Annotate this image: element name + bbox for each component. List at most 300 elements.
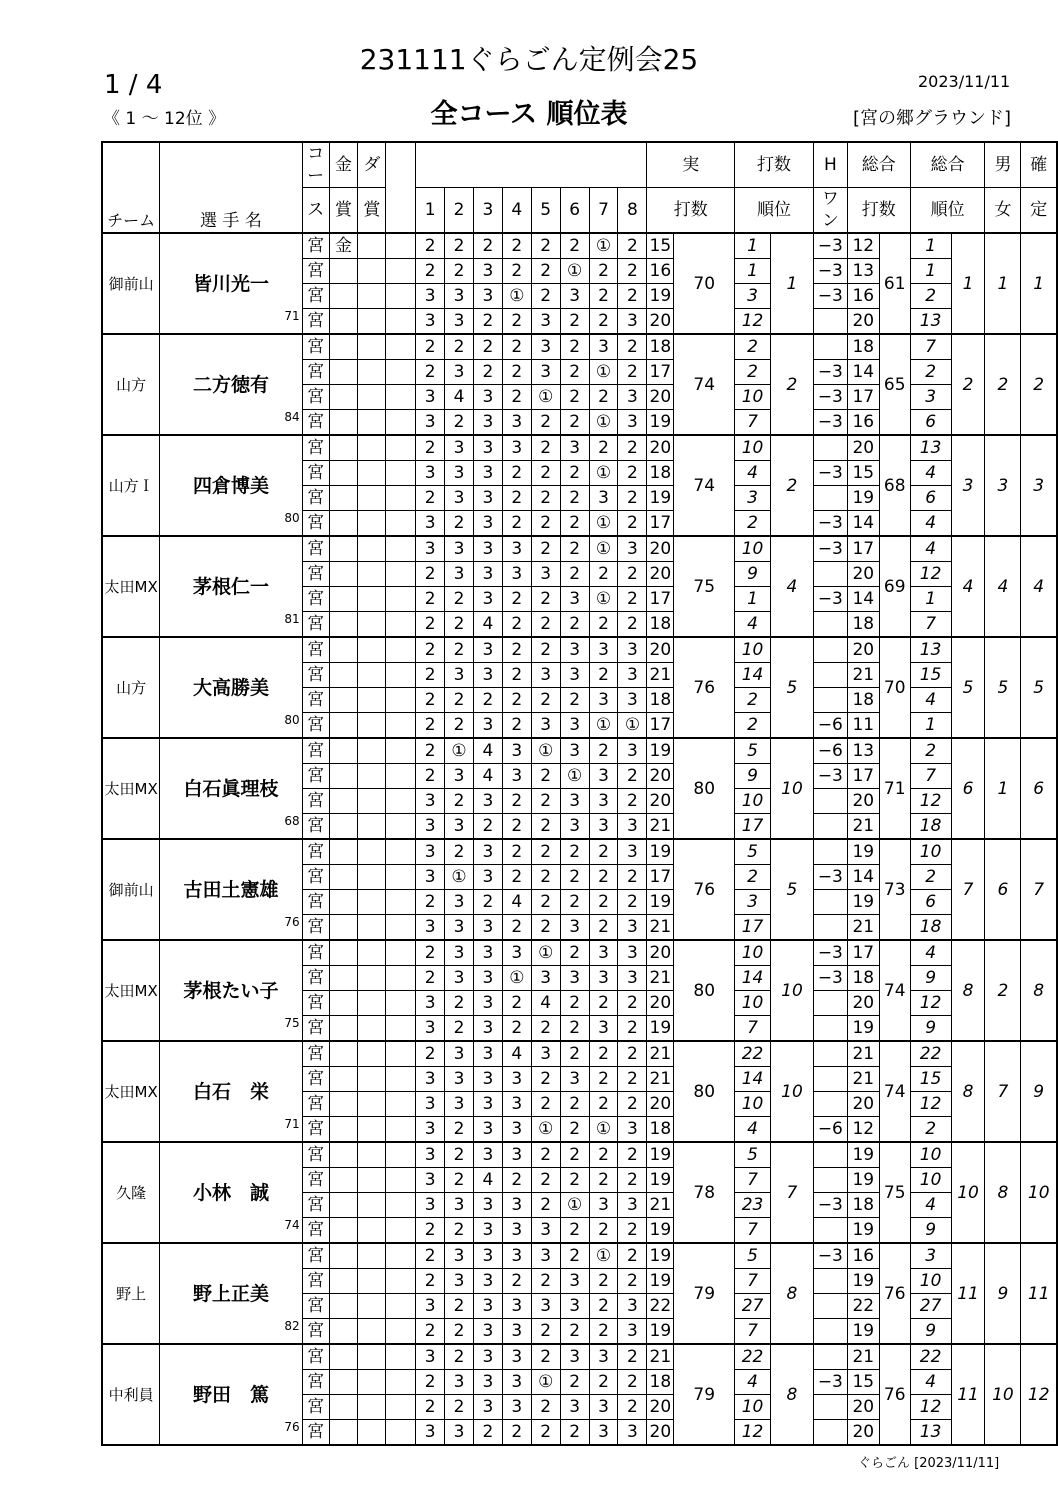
da-award-cell bbox=[358, 435, 386, 461]
round-total: 18 bbox=[847, 1193, 879, 1218]
hole-score: 3 bbox=[531, 1243, 560, 1269]
total-strokes: 68 bbox=[879, 435, 910, 536]
round-total: 18 bbox=[847, 688, 879, 713]
player-name: 野上正美 bbox=[192, 1282, 269, 1305]
round-rank: 9 bbox=[735, 764, 771, 789]
gold-award-cell bbox=[329, 991, 358, 1016]
round-strokes: 17 bbox=[647, 511, 674, 537]
gold-award-cell bbox=[329, 410, 358, 436]
hole-score: 3 bbox=[502, 410, 531, 436]
round-total-rank: 7 bbox=[910, 764, 951, 789]
gold-award-cell: 金 bbox=[329, 233, 358, 259]
da-award-cell bbox=[358, 1344, 386, 1370]
hole-score: 3 bbox=[560, 284, 589, 309]
round-total-rank: 1 bbox=[910, 587, 951, 612]
hole-score: 3 bbox=[445, 1041, 474, 1067]
round-total: 16 bbox=[847, 410, 879, 436]
page-subtitle: 全コース 順位表 bbox=[430, 99, 628, 130]
gold-award-cell bbox=[329, 385, 358, 410]
round-rank: 14 bbox=[735, 1067, 771, 1092]
stroke-rank: 8 bbox=[771, 1344, 814, 1445]
hole-score: 3 bbox=[416, 1117, 445, 1143]
team-name: 御前山 bbox=[102, 839, 160, 940]
hole-score: 2 bbox=[416, 435, 445, 461]
team-name: 久隆 bbox=[102, 1142, 160, 1243]
round-strokes: 19 bbox=[647, 1218, 674, 1244]
stroke-rank: 2 bbox=[771, 334, 814, 435]
hole-score: 2 bbox=[445, 637, 474, 663]
hole-score: 2 bbox=[589, 1067, 618, 1092]
col-course-top: コー bbox=[302, 142, 329, 188]
da-award-cell bbox=[358, 814, 386, 840]
round-rank: 10 bbox=[735, 1395, 771, 1420]
round-strokes: 16 bbox=[647, 259, 674, 284]
hole-score: 2 bbox=[560, 461, 589, 486]
round-rank: 5 bbox=[735, 1243, 771, 1269]
round-total-rank: 6 bbox=[910, 890, 951, 915]
team-name: 中利員 bbox=[102, 1344, 160, 1445]
course-cell: 宮 bbox=[302, 385, 329, 410]
hole-score: 2 bbox=[531, 789, 560, 814]
round-total: 15 bbox=[847, 461, 879, 486]
total-strokes: 73 bbox=[879, 839, 910, 940]
da-award-cell bbox=[358, 385, 386, 410]
team-name: 山方 bbox=[102, 334, 160, 435]
hole-score: 3 bbox=[560, 1344, 589, 1370]
total-rank: 11 bbox=[951, 1243, 985, 1344]
hole-score: 2 bbox=[502, 663, 531, 688]
gold-award-cell bbox=[329, 587, 358, 612]
hole-score: 2 bbox=[560, 1370, 589, 1395]
final-rank: 8 bbox=[1021, 940, 1057, 1041]
hole-score: 2 bbox=[416, 890, 445, 915]
hole-score: 3 bbox=[502, 1117, 531, 1143]
course-cell: 宮 bbox=[302, 738, 329, 764]
hole-score: 2 bbox=[416, 1319, 445, 1345]
round-total: 20 bbox=[847, 1092, 879, 1117]
round-total-rank: 13 bbox=[910, 637, 951, 663]
col-hole-5: 5 bbox=[531, 188, 560, 234]
hole-score: 2 bbox=[445, 587, 474, 612]
da-award-cell bbox=[358, 865, 386, 890]
hole-score: 2 bbox=[618, 360, 647, 385]
round-strokes: 20 bbox=[647, 536, 674, 562]
col-player-label: 選 手 名 bbox=[200, 211, 262, 231]
round-total-rank: 4 bbox=[910, 1193, 951, 1218]
team-name: 山方 bbox=[102, 637, 160, 738]
hole-score: 3 bbox=[531, 562, 560, 587]
da-award-cell bbox=[358, 1168, 386, 1193]
round-total: 18 bbox=[847, 334, 879, 360]
hole-score: 2 bbox=[502, 789, 531, 814]
round-total: 20 bbox=[847, 309, 879, 335]
round-total: 12 bbox=[847, 1117, 879, 1143]
hole-score: 3 bbox=[473, 486, 502, 511]
hole-score: 2 bbox=[560, 486, 589, 511]
da-award-cell bbox=[358, 1117, 386, 1143]
course-cell: 宮 bbox=[302, 1395, 329, 1420]
hole-score: 2 bbox=[445, 713, 474, 739]
round-strokes: 20 bbox=[647, 940, 674, 966]
hole-score: 2 bbox=[502, 334, 531, 360]
hole-score: 2 bbox=[445, 1319, 474, 1345]
player-cell bbox=[160, 435, 302, 536]
score-row bbox=[102, 637, 1057, 663]
hole-score: 2 bbox=[560, 940, 589, 966]
hole-score: 2 bbox=[416, 713, 445, 739]
course-cell: 宮 bbox=[302, 915, 329, 941]
hole-in-one bbox=[813, 435, 847, 461]
round-strokes: 19 bbox=[647, 1269, 674, 1294]
hole-score: 3 bbox=[502, 536, 531, 562]
round-strokes: 20 bbox=[647, 562, 674, 587]
round-total-rank: 6 bbox=[910, 486, 951, 511]
hole-score: 2 bbox=[589, 915, 618, 941]
da-award-cell bbox=[358, 713, 386, 739]
hole-score: 3 bbox=[560, 966, 589, 991]
spacer-cell bbox=[386, 612, 416, 638]
round-total-rank: 3 bbox=[910, 385, 951, 410]
final-rank: 6 bbox=[1021, 738, 1057, 839]
score-row bbox=[102, 1041, 1057, 1067]
spacer-cell bbox=[386, 587, 416, 612]
course-cell: 宮 bbox=[302, 360, 329, 385]
round-total: 14 bbox=[847, 360, 879, 385]
player-handicap: 71 bbox=[284, 309, 300, 323]
hole-score: 2 bbox=[531, 612, 560, 638]
holes-header-gap bbox=[416, 142, 647, 188]
gold-award-cell bbox=[329, 1243, 358, 1269]
spacer-cell bbox=[386, 1142, 416, 1168]
round-rank: 1 bbox=[735, 233, 771, 259]
hole-score: 2 bbox=[618, 233, 647, 259]
round-total-rank: 1 bbox=[910, 259, 951, 284]
round-total: 19 bbox=[847, 890, 879, 915]
gender-rank: 1 bbox=[985, 233, 1021, 334]
hole-score: 2 bbox=[531, 915, 560, 941]
spacer-cell bbox=[386, 259, 416, 284]
round-strokes: 18 bbox=[647, 1117, 674, 1143]
hole-score: 2 bbox=[445, 334, 474, 360]
da-award-cell bbox=[358, 1067, 386, 1092]
gold-award-cell bbox=[329, 966, 358, 991]
round-total: 21 bbox=[847, 1067, 879, 1092]
hole-score: 2 bbox=[531, 1344, 560, 1370]
gold-award-cell bbox=[329, 284, 358, 309]
final-rank: 5 bbox=[1021, 637, 1057, 738]
gold-award-cell bbox=[329, 789, 358, 814]
hole-score: ① bbox=[445, 865, 474, 890]
gold-award-cell bbox=[329, 360, 358, 385]
course-cell: 宮 bbox=[302, 259, 329, 284]
hole-score: 3 bbox=[618, 814, 647, 840]
hole-score: 2 bbox=[589, 1269, 618, 1294]
spacer-cell bbox=[386, 1269, 416, 1294]
hole-score: ① bbox=[589, 1243, 618, 1269]
hole-score: 3 bbox=[560, 1269, 589, 1294]
hole-score: 2 bbox=[589, 991, 618, 1016]
hole-score: ① bbox=[531, 1370, 560, 1395]
hole-score: 3 bbox=[445, 915, 474, 941]
round-rank: 10 bbox=[735, 637, 771, 663]
col-final-top: 確 bbox=[1021, 142, 1057, 188]
round-rank: 5 bbox=[735, 1142, 771, 1168]
spacer-cell bbox=[386, 461, 416, 486]
player-cell bbox=[160, 1344, 302, 1445]
gold-award-cell bbox=[329, 1344, 358, 1370]
total-strokes: 76 bbox=[879, 1344, 910, 1445]
gender-rank: 6 bbox=[985, 839, 1021, 940]
hole-score: 3 bbox=[473, 1243, 502, 1269]
hole-score: 2 bbox=[531, 1193, 560, 1218]
ranking-body bbox=[102, 233, 1057, 1445]
round-rank: 23 bbox=[735, 1193, 771, 1218]
hole-score: 3 bbox=[473, 435, 502, 461]
round-total: 20 bbox=[847, 637, 879, 663]
hole-score: 3 bbox=[473, 637, 502, 663]
hole-score: 2 bbox=[560, 385, 589, 410]
hole-in-one bbox=[813, 486, 847, 511]
da-award-cell bbox=[358, 890, 386, 915]
total-strokes: 69 bbox=[879, 536, 910, 637]
hole-score: 2 bbox=[416, 562, 445, 587]
hole-score: 2 bbox=[502, 612, 531, 638]
hole-score: 3 bbox=[445, 360, 474, 385]
final-rank: 10 bbox=[1021, 1142, 1057, 1243]
round-strokes: 20 bbox=[647, 637, 674, 663]
round-strokes: 19 bbox=[647, 738, 674, 764]
gender-rank: 1 bbox=[985, 738, 1021, 839]
player-name: 古田土憲雄 bbox=[183, 878, 279, 901]
hole-score: 3 bbox=[416, 309, 445, 335]
round-strokes: 18 bbox=[647, 612, 674, 638]
hole-score: 2 bbox=[560, 511, 589, 537]
hole-score: 2 bbox=[560, 562, 589, 587]
hole-score: 2 bbox=[473, 334, 502, 360]
stroke-rank: 5 bbox=[771, 839, 814, 940]
hole-score: 2 bbox=[560, 1092, 589, 1117]
stroke-rank: 4 bbox=[771, 536, 814, 637]
col-hio-bottom: ワン bbox=[813, 188, 847, 234]
round-total-rank: 12 bbox=[910, 789, 951, 814]
total-strokes: 70 bbox=[879, 637, 910, 738]
round-strokes: 21 bbox=[647, 1193, 674, 1218]
course-cell: 宮 bbox=[302, 1243, 329, 1269]
spacer-cell bbox=[386, 1319, 416, 1345]
round-total-rank: 10 bbox=[910, 1168, 951, 1193]
hole-score: 3 bbox=[618, 410, 647, 436]
hole-in-one bbox=[813, 334, 847, 360]
round-strokes: 21 bbox=[647, 966, 674, 991]
hole-score: 2 bbox=[416, 1269, 445, 1294]
player-handicap: 74 bbox=[284, 1218, 300, 1232]
actual-strokes: 70 bbox=[674, 233, 735, 334]
hole-score: 2 bbox=[445, 1016, 474, 1042]
da-award-cell bbox=[358, 637, 386, 663]
col-hio-top: H bbox=[813, 142, 847, 188]
round-strokes: 21 bbox=[647, 915, 674, 941]
hole-score: 4 bbox=[502, 1041, 531, 1067]
course-cell: 宮 bbox=[302, 890, 329, 915]
round-strokes: 20 bbox=[647, 385, 674, 410]
hole-score: 3 bbox=[473, 1117, 502, 1143]
hole-score: 2 bbox=[502, 713, 531, 739]
hole-score: 3 bbox=[618, 1294, 647, 1319]
hole-score: 4 bbox=[473, 1168, 502, 1193]
player-cell bbox=[160, 738, 302, 839]
actual-strokes: 76 bbox=[674, 637, 735, 738]
gold-award-cell bbox=[329, 486, 358, 511]
hole-in-one: −3 bbox=[813, 764, 847, 789]
hole-in-one: −6 bbox=[813, 1117, 847, 1143]
hole-in-one: −3 bbox=[813, 865, 847, 890]
round-total-rank: 4 bbox=[910, 1370, 951, 1395]
hole-in-one bbox=[813, 915, 847, 941]
hole-score: 3 bbox=[531, 334, 560, 360]
spacer-cell bbox=[386, 385, 416, 410]
col-actual-top: 実 bbox=[647, 142, 735, 188]
round-total-rank: 13 bbox=[910, 1420, 951, 1446]
round-total: 19 bbox=[847, 1269, 879, 1294]
col-total-rank-bottom: 順位 bbox=[910, 188, 985, 234]
round-total: 21 bbox=[847, 814, 879, 840]
hole-in-one bbox=[813, 1016, 847, 1042]
score-row bbox=[102, 839, 1057, 865]
hole-score: 3 bbox=[473, 1067, 502, 1092]
hole-score: 2 bbox=[560, 688, 589, 713]
spacer-cell bbox=[386, 1168, 416, 1193]
hole-score: 2 bbox=[445, 991, 474, 1016]
hole-score: 3 bbox=[416, 1142, 445, 1168]
round-strokes: 19 bbox=[647, 1142, 674, 1168]
hole-score: 4 bbox=[473, 764, 502, 789]
hole-in-one: −3 bbox=[813, 511, 847, 537]
hole-score: 3 bbox=[502, 1193, 531, 1218]
gold-award-cell bbox=[329, 612, 358, 638]
gender-rank: 3 bbox=[985, 435, 1021, 536]
score-row bbox=[102, 940, 1057, 966]
course-cell: 宮 bbox=[302, 1193, 329, 1218]
hole-score: 2 bbox=[589, 284, 618, 309]
hole-score: 2 bbox=[618, 587, 647, 612]
round-rank: 10 bbox=[735, 940, 771, 966]
gold-award-cell bbox=[329, 1218, 358, 1244]
hole-score: 3 bbox=[473, 1041, 502, 1067]
course-cell: 宮 bbox=[302, 1344, 329, 1370]
hole-score: 2 bbox=[589, 1370, 618, 1395]
gold-award-cell bbox=[329, 637, 358, 663]
round-rank: 27 bbox=[735, 1294, 771, 1319]
hole-score: 3 bbox=[445, 940, 474, 966]
gold-award-cell bbox=[329, 1016, 358, 1042]
hole-score: 3 bbox=[416, 511, 445, 537]
round-total: 11 bbox=[847, 713, 879, 739]
total-rank: 8 bbox=[951, 1041, 985, 1142]
total-strokes: 65 bbox=[879, 334, 910, 435]
round-rank: 4 bbox=[735, 461, 771, 486]
spacer-cell bbox=[386, 233, 416, 259]
course-cell: 宮 bbox=[302, 1370, 329, 1395]
hole-score: 4 bbox=[473, 738, 502, 764]
round-rank: 1 bbox=[735, 587, 771, 612]
hole-score: 3 bbox=[473, 284, 502, 309]
gold-award-cell bbox=[329, 764, 358, 789]
hole-score: 2 bbox=[445, 233, 474, 259]
spacer-cell bbox=[386, 764, 416, 789]
header-row-top bbox=[102, 142, 1057, 188]
hole-score: ① bbox=[560, 259, 589, 284]
hole-score: 2 bbox=[531, 233, 560, 259]
gold-award-cell bbox=[329, 814, 358, 840]
gold-award-cell bbox=[329, 865, 358, 890]
round-total: 17 bbox=[847, 536, 879, 562]
hole-score: 4 bbox=[445, 385, 474, 410]
round-rank: 10 bbox=[735, 991, 771, 1016]
total-strokes: 71 bbox=[879, 738, 910, 839]
round-strokes: 17 bbox=[647, 587, 674, 612]
round-rank: 2 bbox=[735, 334, 771, 360]
score-row bbox=[102, 1243, 1057, 1269]
hole-score: 3 bbox=[502, 1370, 531, 1395]
spacer-cell bbox=[386, 839, 416, 865]
round-total: 18 bbox=[847, 966, 879, 991]
player-handicap: 81 bbox=[284, 612, 300, 626]
hole-score: 2 bbox=[502, 688, 531, 713]
course-cell: 宮 bbox=[302, 1269, 329, 1294]
hole-score: ① bbox=[560, 1193, 589, 1218]
stroke-rank: 5 bbox=[771, 637, 814, 738]
team-name: 太田MX bbox=[102, 738, 160, 839]
hole-score: 2 bbox=[560, 309, 589, 335]
hole-score: 2 bbox=[502, 1016, 531, 1042]
spacer-cell bbox=[386, 536, 416, 562]
score-row bbox=[102, 738, 1057, 764]
hole-in-one: −3 bbox=[813, 233, 847, 259]
hole-score: 3 bbox=[416, 410, 445, 436]
course-cell: 宮 bbox=[302, 1041, 329, 1067]
hole-score: 3 bbox=[445, 966, 474, 991]
round-strokes: 18 bbox=[647, 334, 674, 360]
hole-score: 2 bbox=[560, 839, 589, 865]
score-row bbox=[102, 1344, 1057, 1370]
da-award-cell bbox=[358, 612, 386, 638]
course-cell: 宮 bbox=[302, 461, 329, 486]
hole-score: 2 bbox=[502, 839, 531, 865]
hole-in-one: −3 bbox=[813, 1243, 847, 1269]
gold-award-cell bbox=[329, 334, 358, 360]
actual-strokes: 75 bbox=[674, 536, 735, 637]
hole-score: 3 bbox=[445, 1193, 474, 1218]
final-rank: 9 bbox=[1021, 1041, 1057, 1142]
hole-score: 2 bbox=[445, 1168, 474, 1193]
round-total-rank: 10 bbox=[910, 839, 951, 865]
hole-score: 2 bbox=[445, 1294, 474, 1319]
hole-score: 2 bbox=[502, 1168, 531, 1193]
hole-score: 2 bbox=[618, 1269, 647, 1294]
round-strokes: 18 bbox=[647, 461, 674, 486]
hole-score: 3 bbox=[445, 486, 474, 511]
gold-award-cell bbox=[329, 688, 358, 713]
hole-score: 3 bbox=[589, 486, 618, 511]
total-rank: 5 bbox=[951, 637, 985, 738]
round-strokes: 15 bbox=[647, 233, 674, 259]
course-cell: 宮 bbox=[302, 966, 329, 991]
hole-score: ① bbox=[560, 764, 589, 789]
hole-score: 3 bbox=[416, 1067, 445, 1092]
round-total-rank: 9 bbox=[910, 1319, 951, 1345]
round-total-rank: 3 bbox=[910, 1243, 951, 1269]
hole-score: 3 bbox=[416, 1168, 445, 1193]
